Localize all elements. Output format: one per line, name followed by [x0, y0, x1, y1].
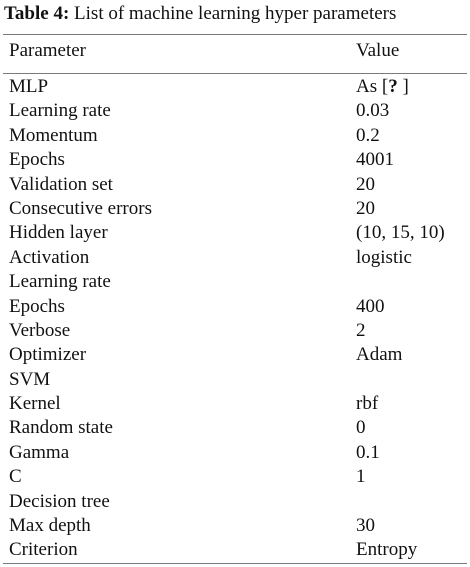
row-value-cell: 4001 — [356, 149, 394, 171]
table-row — [0, 246, 470, 270]
row-parameter-cell: Consecutive errors — [9, 197, 152, 219]
table-row — [0, 490, 470, 514]
table-row — [0, 465, 470, 489]
table-row — [0, 319, 470, 343]
table-header-rule — [3, 73, 467, 74]
unresolved-citation-mark: ? — [388, 76, 398, 97]
column-header-value: Value — [356, 40, 400, 61]
table-row — [0, 124, 470, 148]
row-value-cell: 0.2 — [356, 124, 380, 146]
row-parameter-cell: Momentum — [9, 124, 98, 146]
table-row — [0, 148, 470, 172]
table-header-row — [0, 39, 470, 65]
table-row — [0, 99, 470, 123]
value-suffix: ] — [397, 76, 409, 97]
table-caption-label: Table 4: — [4, 3, 70, 24]
row-value-cell: Entropy — [356, 539, 418, 561]
row-value-cell: 0 — [356, 417, 366, 439]
row-value-cell: 0.03 — [356, 100, 390, 122]
row-parameter-cell: Kernel — [9, 393, 61, 415]
row-parameter-cell: Max depth — [9, 515, 91, 537]
row-parameter-cell: Validation set — [9, 173, 113, 195]
value-prefix: As [ — [356, 76, 389, 97]
table-row — [0, 197, 470, 221]
table-top-rule — [3, 34, 467, 35]
table-row — [0, 270, 470, 294]
row-parameter-cell: Hidden layer — [9, 222, 108, 244]
row-parameter-cell: Decision tree — [9, 490, 110, 512]
row-value-cell: logistic — [356, 246, 412, 268]
row-parameter-cell: MLP — [9, 76, 49, 97]
row-value-cell — [356, 75, 409, 99]
row-value-cell: 20 — [356, 197, 375, 219]
table-row — [0, 173, 470, 197]
table-row — [0, 368, 470, 392]
row-value-cell: 2 — [356, 319, 366, 341]
row-parameter-cell: Verbose — [9, 319, 71, 341]
row-parameter-cell: Random state — [9, 417, 113, 439]
table-caption — [4, 2, 468, 26]
table-row — [0, 295, 470, 319]
row-parameter-cell: Epochs — [9, 149, 65, 171]
table-body — [0, 75, 470, 563]
row-value-cell: 30 — [356, 515, 375, 537]
row-parameter-cell: C — [9, 466, 22, 488]
row-parameter-cell: Learning rate — [9, 271, 111, 293]
table-bottom-rule — [3, 563, 467, 564]
table-row — [0, 416, 470, 440]
table-row — [0, 343, 470, 367]
row-value-cell: 400 — [356, 295, 385, 317]
row-parameter-cell: Epochs — [9, 295, 65, 317]
table-row — [0, 392, 470, 416]
row-parameter-cell: Optimizer — [9, 344, 87, 366]
row-value-cell: 20 — [356, 173, 375, 195]
table-row — [0, 75, 470, 99]
table-row — [0, 221, 470, 245]
row-parameter-cell: Learning rate — [9, 100, 111, 122]
row-parameter-cell: Gamma — [9, 441, 70, 463]
table-caption-text: List of machine learning hyper parameters — [69, 3, 397, 24]
row-parameter-cell: Activation — [9, 246, 90, 268]
table-row — [0, 538, 470, 562]
row-value-cell: Adam — [356, 344, 403, 366]
table-row — [0, 441, 470, 465]
row-value-cell: (10, 15, 10) — [356, 222, 445, 244]
row-value-cell: 0.1 — [356, 441, 380, 463]
row-parameter-cell: Criterion — [9, 539, 78, 561]
row-value-cell: rbf — [356, 393, 379, 415]
row-parameter-cell: SVM — [9, 368, 51, 390]
column-header-parameter: Parameter — [9, 40, 87, 61]
table-row — [0, 514, 470, 538]
row-value-cell: 1 — [356, 466, 366, 488]
